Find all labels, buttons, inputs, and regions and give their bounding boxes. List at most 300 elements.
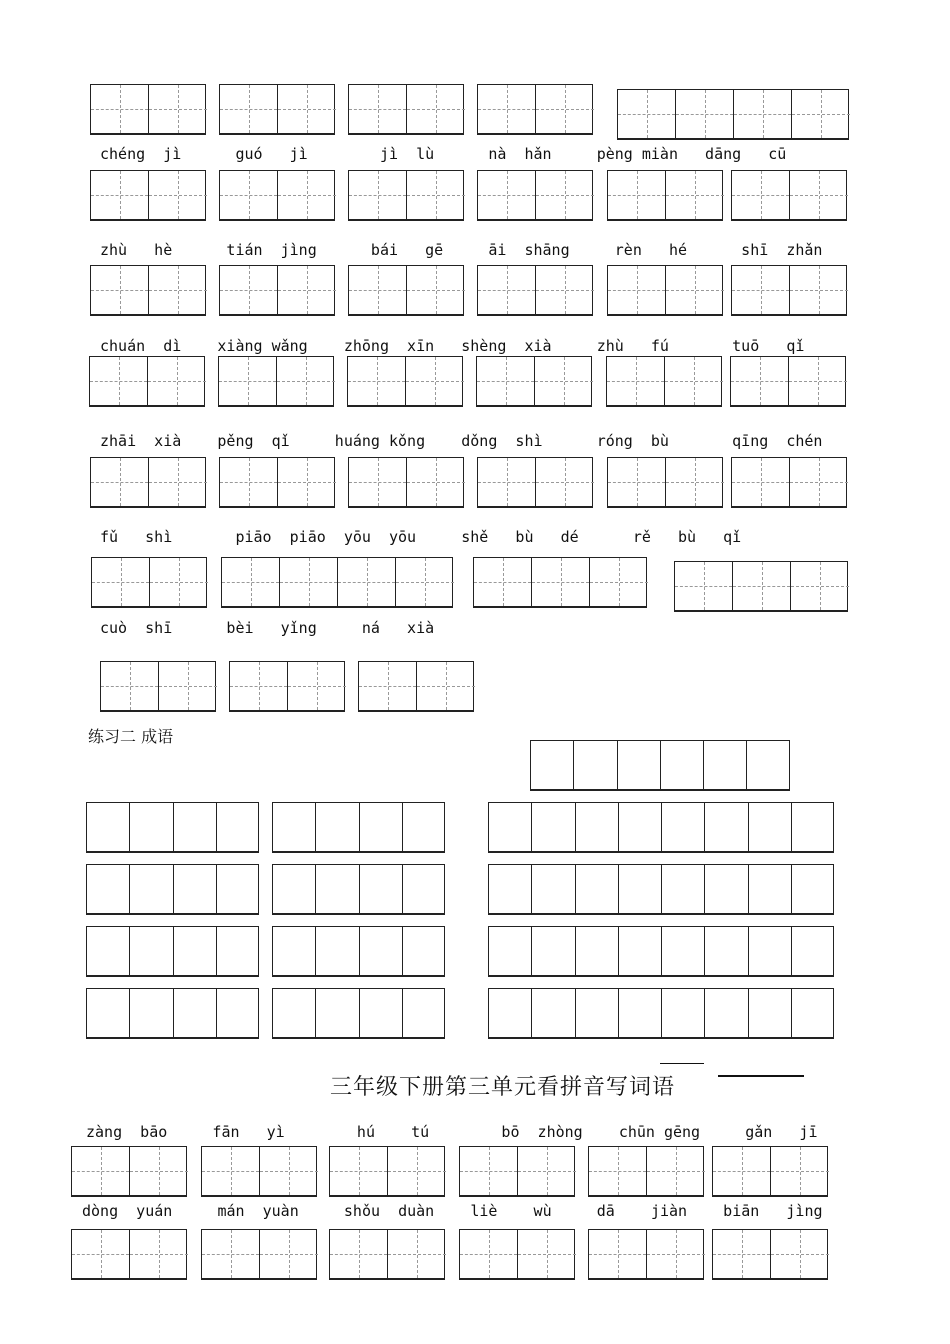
grid-cell[interactable] bbox=[260, 1147, 318, 1195]
grid-guide-vertical bbox=[704, 562, 705, 610]
grid-cell[interactable] bbox=[217, 865, 260, 913]
writing-grid-15[interactable] bbox=[477, 265, 593, 316]
grid-cell[interactable] bbox=[789, 357, 847, 405]
grid-cell[interactable] bbox=[608, 266, 666, 314]
writing-grid-19[interactable] bbox=[218, 356, 334, 407]
grid-cell[interactable] bbox=[608, 458, 666, 506]
grid-cell[interactable] bbox=[406, 357, 464, 405]
grid-cell[interactable] bbox=[330, 1230, 388, 1278]
grid-guide-vertical bbox=[506, 357, 507, 405]
grid-cell[interactable] bbox=[278, 85, 336, 133]
grid-cell[interactable] bbox=[460, 1147, 518, 1195]
grid-guide-vertical bbox=[306, 357, 307, 405]
grid-cell[interactable] bbox=[87, 927, 130, 975]
grid-cell[interactable] bbox=[478, 266, 536, 314]
grid-cell[interactable] bbox=[217, 803, 260, 851]
grid-guide-vertical bbox=[289, 1147, 290, 1195]
grid-guide-vertical bbox=[507, 85, 508, 133]
grid-cell[interactable] bbox=[706, 803, 749, 851]
grid-cell[interactable] bbox=[273, 803, 316, 851]
grid-cell[interactable] bbox=[72, 1147, 130, 1195]
grid-cell[interactable] bbox=[749, 989, 792, 1037]
grid-cell[interactable] bbox=[130, 803, 173, 851]
grid-cell[interactable] bbox=[87, 803, 130, 851]
grid-cell[interactable] bbox=[149, 85, 207, 133]
grid-cell[interactable] bbox=[101, 662, 159, 710]
grid-cell[interactable] bbox=[532, 989, 575, 1037]
writing-grid-38[interactable] bbox=[86, 802, 259, 853]
grid-cell[interactable] bbox=[278, 171, 336, 219]
grid-cell[interactable] bbox=[288, 662, 346, 710]
writing-grid-29[interactable] bbox=[731, 457, 847, 508]
pinyin-row-5: fǔ shì piāo piāo yōu yōu shě bù dé rě bù qǐ bbox=[100, 528, 742, 546]
grid-cell[interactable] bbox=[706, 927, 749, 975]
writing-grid-48[interactable] bbox=[272, 988, 445, 1039]
grid-guide-vertical bbox=[120, 266, 121, 314]
grid-guide-vertical bbox=[417, 1147, 418, 1195]
grid-guide-vertical bbox=[565, 171, 566, 219]
grid-cell[interactable] bbox=[734, 90, 792, 138]
grid-cell[interactable] bbox=[349, 85, 407, 133]
grid-cell[interactable] bbox=[91, 85, 149, 133]
writing-grid-60[interactable] bbox=[588, 1229, 704, 1280]
grid-cell[interactable] bbox=[713, 1230, 771, 1278]
writing-grid-20[interactable] bbox=[347, 356, 463, 407]
grid-cell[interactable] bbox=[478, 85, 536, 133]
grid-cell[interactable] bbox=[706, 865, 749, 913]
grid-cell[interactable] bbox=[91, 171, 149, 219]
grid-guide-vertical bbox=[377, 357, 378, 405]
grid-cell[interactable] bbox=[576, 865, 619, 913]
grid-cell[interactable] bbox=[732, 171, 790, 219]
grid-cell[interactable] bbox=[403, 989, 446, 1037]
writing-grid-8[interactable] bbox=[348, 170, 464, 221]
grid-cell[interactable] bbox=[349, 458, 407, 506]
writing-grid-44[interactable] bbox=[86, 926, 259, 977]
grid-cell[interactable] bbox=[130, 989, 173, 1037]
grid-cell[interactable] bbox=[732, 458, 790, 506]
writing-grid-32[interactable] bbox=[473, 557, 647, 608]
grid-cell[interactable] bbox=[618, 90, 676, 138]
grid-cell[interactable] bbox=[360, 803, 403, 851]
grid-cell[interactable] bbox=[619, 989, 662, 1037]
grid-cell[interactable] bbox=[749, 927, 792, 975]
grid-cell[interactable] bbox=[771, 1147, 829, 1195]
grid-cell[interactable] bbox=[589, 1230, 647, 1278]
writing-grid-53[interactable] bbox=[459, 1146, 575, 1197]
grid-cell[interactable] bbox=[360, 989, 403, 1037]
grid-cell[interactable] bbox=[536, 266, 594, 314]
grid-cell[interactable] bbox=[665, 357, 723, 405]
grid-guide-vertical bbox=[637, 458, 638, 506]
grid-cell[interactable] bbox=[733, 562, 791, 610]
grid-guide-vertical bbox=[818, 357, 819, 405]
grid-cell[interactable] bbox=[608, 171, 666, 219]
grid-cell[interactable] bbox=[662, 989, 705, 1037]
writing-grid-27[interactable] bbox=[477, 457, 593, 508]
grid-cell[interactable] bbox=[618, 741, 661, 789]
grid-cell[interactable] bbox=[749, 803, 792, 851]
grid-cell[interactable] bbox=[130, 1230, 188, 1278]
grid-cell[interactable] bbox=[220, 171, 278, 219]
grid-cell[interactable] bbox=[407, 171, 465, 219]
grid-cell[interactable] bbox=[349, 171, 407, 219]
writing-grid-31[interactable] bbox=[221, 557, 453, 608]
writing-grid-9[interactable] bbox=[477, 170, 593, 221]
grid-guide-vertical bbox=[637, 171, 638, 219]
writing-grid-6[interactable] bbox=[90, 170, 206, 221]
grid-cell[interactable] bbox=[403, 865, 446, 913]
grid-guide-vertical bbox=[647, 90, 648, 138]
grid-cell[interactable] bbox=[150, 558, 208, 606]
writing-grid-22[interactable] bbox=[606, 356, 722, 407]
grid-cell[interactable] bbox=[219, 357, 277, 405]
grid-cell[interactable] bbox=[474, 558, 532, 606]
grid-cell[interactable] bbox=[220, 85, 278, 133]
writing-grid-36[interactable] bbox=[358, 661, 474, 712]
grid-cell[interactable] bbox=[359, 662, 417, 710]
grid-cell[interactable] bbox=[704, 741, 747, 789]
grid-guide-vertical bbox=[289, 1230, 290, 1278]
grid-cell[interactable] bbox=[338, 558, 396, 606]
writing-grid-3[interactable] bbox=[348, 84, 464, 135]
grid-cell[interactable] bbox=[388, 1147, 446, 1195]
grid-cell[interactable] bbox=[676, 90, 734, 138]
grid-cell[interactable] bbox=[532, 865, 575, 913]
grid-guide-vertical bbox=[249, 171, 250, 219]
grid-cell[interactable] bbox=[619, 927, 662, 975]
grid-guide-vertical bbox=[820, 562, 821, 610]
grid-guide-vertical bbox=[378, 85, 379, 133]
grid-cell[interactable] bbox=[417, 662, 475, 710]
section-practice-2-label: 练习二 成语 bbox=[88, 727, 174, 746]
grid-guide-vertical bbox=[177, 357, 178, 405]
grid-cell[interactable] bbox=[666, 458, 724, 506]
writing-grid-17[interactable] bbox=[731, 265, 847, 316]
grid-cell[interactable] bbox=[407, 458, 465, 506]
grid-guide-vertical bbox=[637, 266, 638, 314]
writing-grid-14[interactable] bbox=[348, 265, 464, 316]
grid-cell[interactable] bbox=[149, 171, 207, 219]
grid-cell[interactable] bbox=[280, 558, 338, 606]
writing-grid-23[interactable] bbox=[730, 356, 846, 407]
writing-grid-40[interactable] bbox=[488, 802, 834, 853]
writing-grid-47[interactable] bbox=[86, 988, 259, 1039]
grid-cell[interactable] bbox=[87, 865, 130, 913]
grid-cell[interactable] bbox=[316, 803, 359, 851]
grid-cell[interactable] bbox=[174, 989, 217, 1037]
grid-guide-vertical bbox=[120, 171, 121, 219]
grid-guide-vertical bbox=[489, 1230, 490, 1278]
grid-cell[interactable] bbox=[92, 558, 150, 606]
grid-guide-vertical bbox=[565, 458, 566, 506]
writing-grid-18[interactable] bbox=[89, 356, 205, 407]
grid-cell[interactable] bbox=[149, 458, 207, 506]
grid-cell[interactable] bbox=[174, 865, 217, 913]
grid-cell[interactable] bbox=[647, 1147, 705, 1195]
grid-cell[interactable] bbox=[407, 85, 465, 133]
writing-grid-50[interactable] bbox=[71, 1146, 187, 1197]
grid-guide-vertical bbox=[378, 458, 379, 506]
grid-cell[interactable] bbox=[478, 171, 536, 219]
writing-grid-2[interactable] bbox=[219, 84, 335, 135]
writing-grid-4[interactable] bbox=[477, 84, 593, 135]
writing-grid-10[interactable] bbox=[607, 170, 723, 221]
grid-guide-vertical bbox=[561, 558, 562, 606]
grid-cell[interactable] bbox=[791, 562, 849, 610]
grid-cell[interactable] bbox=[174, 927, 217, 975]
grid-cell[interactable] bbox=[91, 266, 149, 314]
grid-cell[interactable] bbox=[316, 865, 359, 913]
grid-guide-vertical bbox=[120, 458, 121, 506]
grid-cell[interactable] bbox=[130, 927, 173, 975]
grid-cell[interactable] bbox=[792, 927, 835, 975]
grid-cell[interactable] bbox=[589, 1147, 647, 1195]
grid-cell[interactable] bbox=[518, 1147, 576, 1195]
grid-cell[interactable] bbox=[647, 1230, 705, 1278]
grid-cell[interactable] bbox=[576, 803, 619, 851]
grid-cell[interactable] bbox=[666, 266, 724, 314]
grid-guide-vertical bbox=[503, 558, 504, 606]
grid-cell[interactable] bbox=[87, 989, 130, 1037]
grid-cell[interactable] bbox=[661, 741, 704, 789]
writing-grid-34[interactable] bbox=[100, 661, 216, 712]
grid-cell[interactable] bbox=[220, 266, 278, 314]
writing-grid-54[interactable] bbox=[588, 1146, 704, 1197]
grid-cell[interactable] bbox=[316, 927, 359, 975]
grid-cell[interactable] bbox=[675, 562, 733, 610]
grid-cell[interactable] bbox=[360, 927, 403, 975]
pinyin-row-6: cuò shī bèi yǐng ná xià bbox=[100, 619, 435, 637]
writing-grid-45[interactable] bbox=[272, 926, 445, 977]
writing-grid-57[interactable] bbox=[201, 1229, 317, 1280]
grid-guide-vertical bbox=[695, 266, 696, 314]
grid-cell[interactable] bbox=[662, 865, 705, 913]
pinyin-row-4: zhāi xià pěng qǐ huáng kǒng dǒng shì róng bù qīng chén bbox=[100, 432, 823, 450]
grid-cell[interactable] bbox=[748, 741, 791, 789]
grid-guide-vertical bbox=[618, 1230, 619, 1278]
grid-cell[interactable] bbox=[489, 865, 532, 913]
grid-cell[interactable] bbox=[260, 1230, 318, 1278]
grid-guide-vertical bbox=[507, 458, 508, 506]
grid-cell[interactable] bbox=[348, 357, 406, 405]
grid-cell[interactable] bbox=[732, 266, 790, 314]
grid-guide-vertical bbox=[761, 266, 762, 314]
grid-cell[interactable] bbox=[273, 927, 316, 975]
grid-guide-vertical bbox=[761, 171, 762, 219]
writing-grid-56[interactable] bbox=[71, 1229, 187, 1280]
grid-cell[interactable] bbox=[396, 558, 454, 606]
grid-cell[interactable] bbox=[91, 458, 149, 506]
grid-cell[interactable] bbox=[90, 357, 148, 405]
writing-grid-16[interactable] bbox=[607, 265, 723, 316]
grid-guide-vertical bbox=[307, 458, 308, 506]
grid-cell[interactable] bbox=[159, 662, 217, 710]
grid-cell[interactable] bbox=[532, 927, 575, 975]
writing-grid-28[interactable] bbox=[607, 457, 723, 508]
grid-cell[interactable] bbox=[273, 989, 316, 1037]
grid-cell[interactable] bbox=[174, 803, 217, 851]
grid-cell[interactable] bbox=[536, 171, 594, 219]
grid-cell[interactable] bbox=[532, 558, 590, 606]
grid-guide-vertical bbox=[159, 1147, 160, 1195]
grid-cell[interactable] bbox=[349, 266, 407, 314]
writing-grid-30[interactable] bbox=[91, 557, 207, 608]
grid-cell[interactable] bbox=[607, 357, 665, 405]
writing-grid-51[interactable] bbox=[201, 1146, 317, 1197]
grid-guide-vertical bbox=[159, 1230, 160, 1278]
grid-cell[interactable] bbox=[535, 357, 593, 405]
grid-cell[interactable] bbox=[662, 927, 705, 975]
grid-cell[interactable] bbox=[518, 1230, 576, 1278]
writing-grid-24[interactable] bbox=[90, 457, 206, 508]
grid-cell[interactable] bbox=[531, 741, 574, 789]
writing-grid-13[interactable] bbox=[219, 265, 335, 316]
grid-cell[interactable] bbox=[489, 927, 532, 975]
grid-guide-vertical bbox=[636, 357, 637, 405]
grid-cell[interactable] bbox=[217, 927, 260, 975]
grid-guide-vertical bbox=[130, 662, 131, 710]
grid-guide-vertical bbox=[231, 1230, 232, 1278]
grid-cell[interactable] bbox=[478, 458, 536, 506]
grid-guide-vertical bbox=[121, 558, 122, 606]
pinyin-row-8: dòng yuán mán yuàn shǒu duàn liè wù dā jiàn biān jìng bbox=[82, 1202, 823, 1220]
grid-cell[interactable] bbox=[202, 1147, 260, 1195]
writing-grid-59[interactable] bbox=[459, 1229, 575, 1280]
grid-guide-vertical bbox=[388, 662, 389, 710]
grid-cell[interactable] bbox=[792, 989, 835, 1037]
grid-cell[interactable] bbox=[202, 1230, 260, 1278]
grid-guide-vertical bbox=[309, 558, 310, 606]
grid-cell[interactable] bbox=[477, 357, 535, 405]
grid-cell[interactable] bbox=[792, 90, 850, 138]
grid-cell[interactable] bbox=[148, 357, 206, 405]
grid-cell[interactable] bbox=[790, 171, 848, 219]
grid-cell[interactable] bbox=[278, 266, 336, 314]
grid-cell[interactable] bbox=[790, 266, 848, 314]
grid-cell[interactable] bbox=[273, 865, 316, 913]
grid-guide-vertical bbox=[446, 662, 447, 710]
writing-grid-55[interactable] bbox=[712, 1146, 828, 1197]
grid-cell[interactable] bbox=[713, 1147, 771, 1195]
grid-cell[interactable] bbox=[790, 458, 848, 506]
grid-cell[interactable] bbox=[536, 85, 594, 133]
grid-cell[interactable] bbox=[489, 803, 532, 851]
grid-guide-vertical bbox=[359, 1147, 360, 1195]
grid-guide-vertical bbox=[676, 1147, 677, 1195]
grid-guide-vertical bbox=[676, 1230, 677, 1278]
grid-cell[interactable] bbox=[277, 357, 335, 405]
grid-guide-vertical bbox=[694, 357, 695, 405]
grid-guide-vertical bbox=[705, 90, 706, 138]
grid-cell[interactable] bbox=[666, 171, 724, 219]
grid-cell[interactable] bbox=[532, 803, 575, 851]
writing-grid-61[interactable] bbox=[712, 1229, 828, 1280]
writing-grid-39[interactable] bbox=[272, 802, 445, 853]
grid-cell[interactable] bbox=[230, 662, 288, 710]
grid-guide-vertical bbox=[249, 85, 250, 133]
grid-guide-vertical bbox=[819, 458, 820, 506]
grid-cell[interactable] bbox=[222, 558, 280, 606]
grid-guide-vertical bbox=[367, 558, 368, 606]
grid-cell[interactable] bbox=[574, 741, 617, 789]
writing-grid-58[interactable] bbox=[329, 1229, 445, 1280]
grid-cell[interactable] bbox=[771, 1230, 829, 1278]
writing-grid-41[interactable] bbox=[86, 864, 259, 915]
grid-guide-vertical bbox=[178, 171, 179, 219]
grid-cell[interactable] bbox=[149, 266, 207, 314]
writing-grid-33[interactable] bbox=[674, 561, 848, 612]
grid-cell[interactable] bbox=[403, 803, 446, 851]
grid-cell[interactable] bbox=[619, 803, 662, 851]
grid-cell[interactable] bbox=[220, 458, 278, 506]
grid-guide-vertical bbox=[178, 458, 179, 506]
grid-cell[interactable] bbox=[130, 865, 173, 913]
grid-cell[interactable] bbox=[619, 865, 662, 913]
writing-grid-35[interactable] bbox=[229, 661, 345, 712]
writing-grid-5[interactable] bbox=[617, 89, 849, 140]
grid-cell[interactable] bbox=[403, 927, 446, 975]
grid-cell[interactable] bbox=[792, 865, 835, 913]
grid-cell[interactable] bbox=[576, 927, 619, 975]
writing-grid-42[interactable] bbox=[272, 864, 445, 915]
writing-grid-7[interactable] bbox=[219, 170, 335, 221]
writing-grid-46[interactable] bbox=[488, 926, 834, 977]
grid-guide-vertical bbox=[259, 662, 260, 710]
grid-cell[interactable] bbox=[590, 558, 648, 606]
writing-grid-37[interactable] bbox=[530, 740, 790, 791]
writing-grid-43[interactable] bbox=[488, 864, 834, 915]
grid-cell[interactable] bbox=[489, 989, 532, 1037]
writing-grid-25[interactable] bbox=[219, 457, 335, 508]
writing-grid-1[interactable] bbox=[90, 84, 206, 135]
grid-cell[interactable] bbox=[72, 1230, 130, 1278]
grid-guide-vertical bbox=[436, 171, 437, 219]
writing-grid-11[interactable] bbox=[731, 170, 847, 221]
grid-cell[interactable] bbox=[536, 458, 594, 506]
grid-guide-vertical bbox=[761, 458, 762, 506]
grid-guide-vertical bbox=[417, 1230, 418, 1278]
grid-guide-vertical bbox=[436, 458, 437, 506]
writing-grid-49[interactable] bbox=[488, 988, 834, 1039]
grid-cell[interactable] bbox=[731, 357, 789, 405]
grid-cell[interactable] bbox=[792, 803, 835, 851]
grid-guide-vertical bbox=[188, 662, 189, 710]
grid-cell[interactable] bbox=[330, 1147, 388, 1195]
grid-cell[interactable] bbox=[278, 458, 336, 506]
writing-grid-26[interactable] bbox=[348, 457, 464, 508]
grid-guide-vertical bbox=[819, 171, 820, 219]
grid-cell[interactable] bbox=[217, 989, 260, 1037]
grid-guide-vertical bbox=[565, 266, 566, 314]
grid-cell[interactable] bbox=[316, 989, 359, 1037]
writing-grid-52[interactable] bbox=[329, 1146, 445, 1197]
grid-cell[interactable] bbox=[460, 1230, 518, 1278]
pinyin-row-7: zàng bāo fān yì hú tú bō zhòng chūn gēng gǎn jī bbox=[86, 1123, 818, 1141]
grid-cell[interactable] bbox=[388, 1230, 446, 1278]
grid-cell[interactable] bbox=[662, 803, 705, 851]
grid-cell[interactable] bbox=[360, 865, 403, 913]
grid-cell[interactable] bbox=[706, 989, 749, 1037]
grid-cell[interactable] bbox=[130, 1147, 188, 1195]
grid-guide-vertical bbox=[742, 1230, 743, 1278]
grid-cell[interactable] bbox=[576, 989, 619, 1037]
writing-grid-21[interactable] bbox=[476, 356, 592, 407]
grid-cell[interactable] bbox=[749, 865, 792, 913]
grid-guide-vertical bbox=[178, 266, 179, 314]
writing-grid-12[interactable] bbox=[90, 265, 206, 316]
grid-cell[interactable] bbox=[407, 266, 465, 314]
